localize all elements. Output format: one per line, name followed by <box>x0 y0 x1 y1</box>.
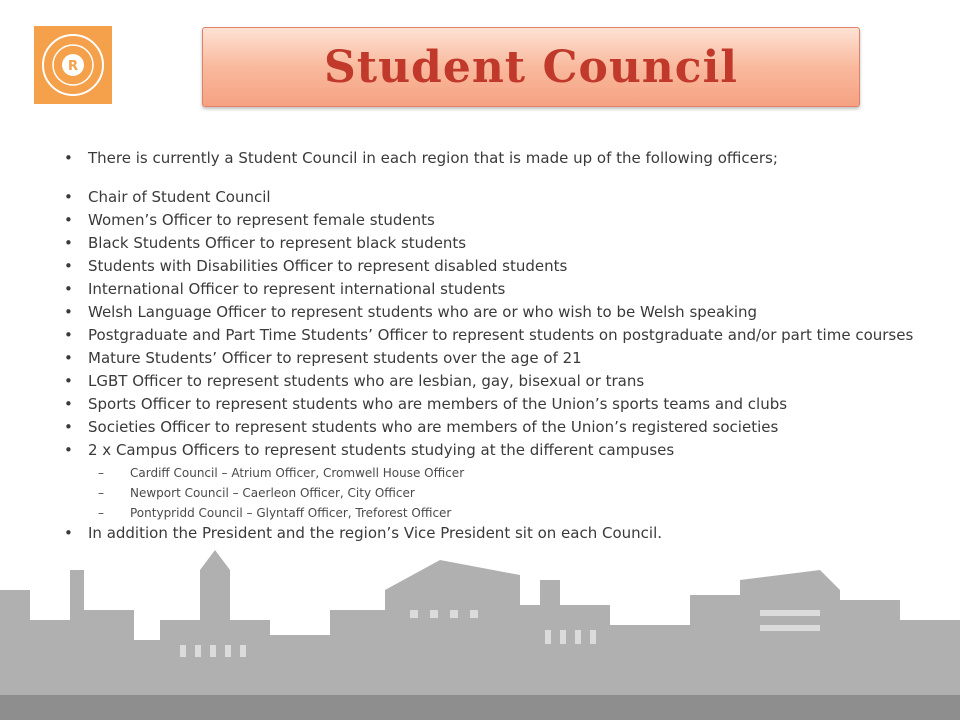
list-item: • Women’s Officer to represent female students <box>64 212 924 229</box>
list-item: • LGBT Officer to represent students who are lesbian, gay, bisexual or trans <box>64 373 924 390</box>
closing-text: • In addition the President and the region’s Vice President sit on each Council. <box>64 525 924 542</box>
course-reps-logo <box>34 26 112 104</box>
page-title: Student Council <box>323 41 739 93</box>
list-item: • 2 x Campus Officers to represent students studying at the different campuses <box>64 442 924 459</box>
list-item: • Sports Officer to represent students who are members of the Union’s sports teams and clubs <box>64 396 924 413</box>
title-banner <box>202 27 860 107</box>
list-item: • Societies Officer to represent students who are members of the Union’s registered societies <box>64 419 924 436</box>
campus-council-item: – Pontypridd Council – Glyntaff Officer, Treforest Officer <box>64 505 924 521</box>
city-skyline-graphic <box>0 550 960 720</box>
list-item: • Chair of Student Council <box>64 189 924 206</box>
campus-council-item: – Cardiff Council – Atrium Officer, Cromwell House Officer <box>64 465 924 481</box>
intro-text: • There is currently a Student Council in each region that is made up of the following officers; <box>64 150 924 167</box>
campus-council-item: – Newport Council – Caerleon Officer, City Officer <box>64 485 924 501</box>
list-item: • Black Students Officer to represent black students <box>64 235 924 252</box>
list-item: • Mature Students’ Officer to represent students over the age of 21 <box>64 350 924 367</box>
list-item: • Students with Disabilities Officer to represent disabled students <box>64 258 924 275</box>
list-item: • International Officer to represent international students <box>64 281 924 298</box>
officer-list <box>64 150 924 548</box>
logo-letter: R <box>67 59 79 74</box>
list-item: • Postgraduate and Part Time Students’ Officer to represent students on postgraduate and/or part time courses <box>64 327 924 344</box>
list-item: • Welsh Language Officer to represent students who are or who wish to be Welsh speaking <box>64 304 924 321</box>
